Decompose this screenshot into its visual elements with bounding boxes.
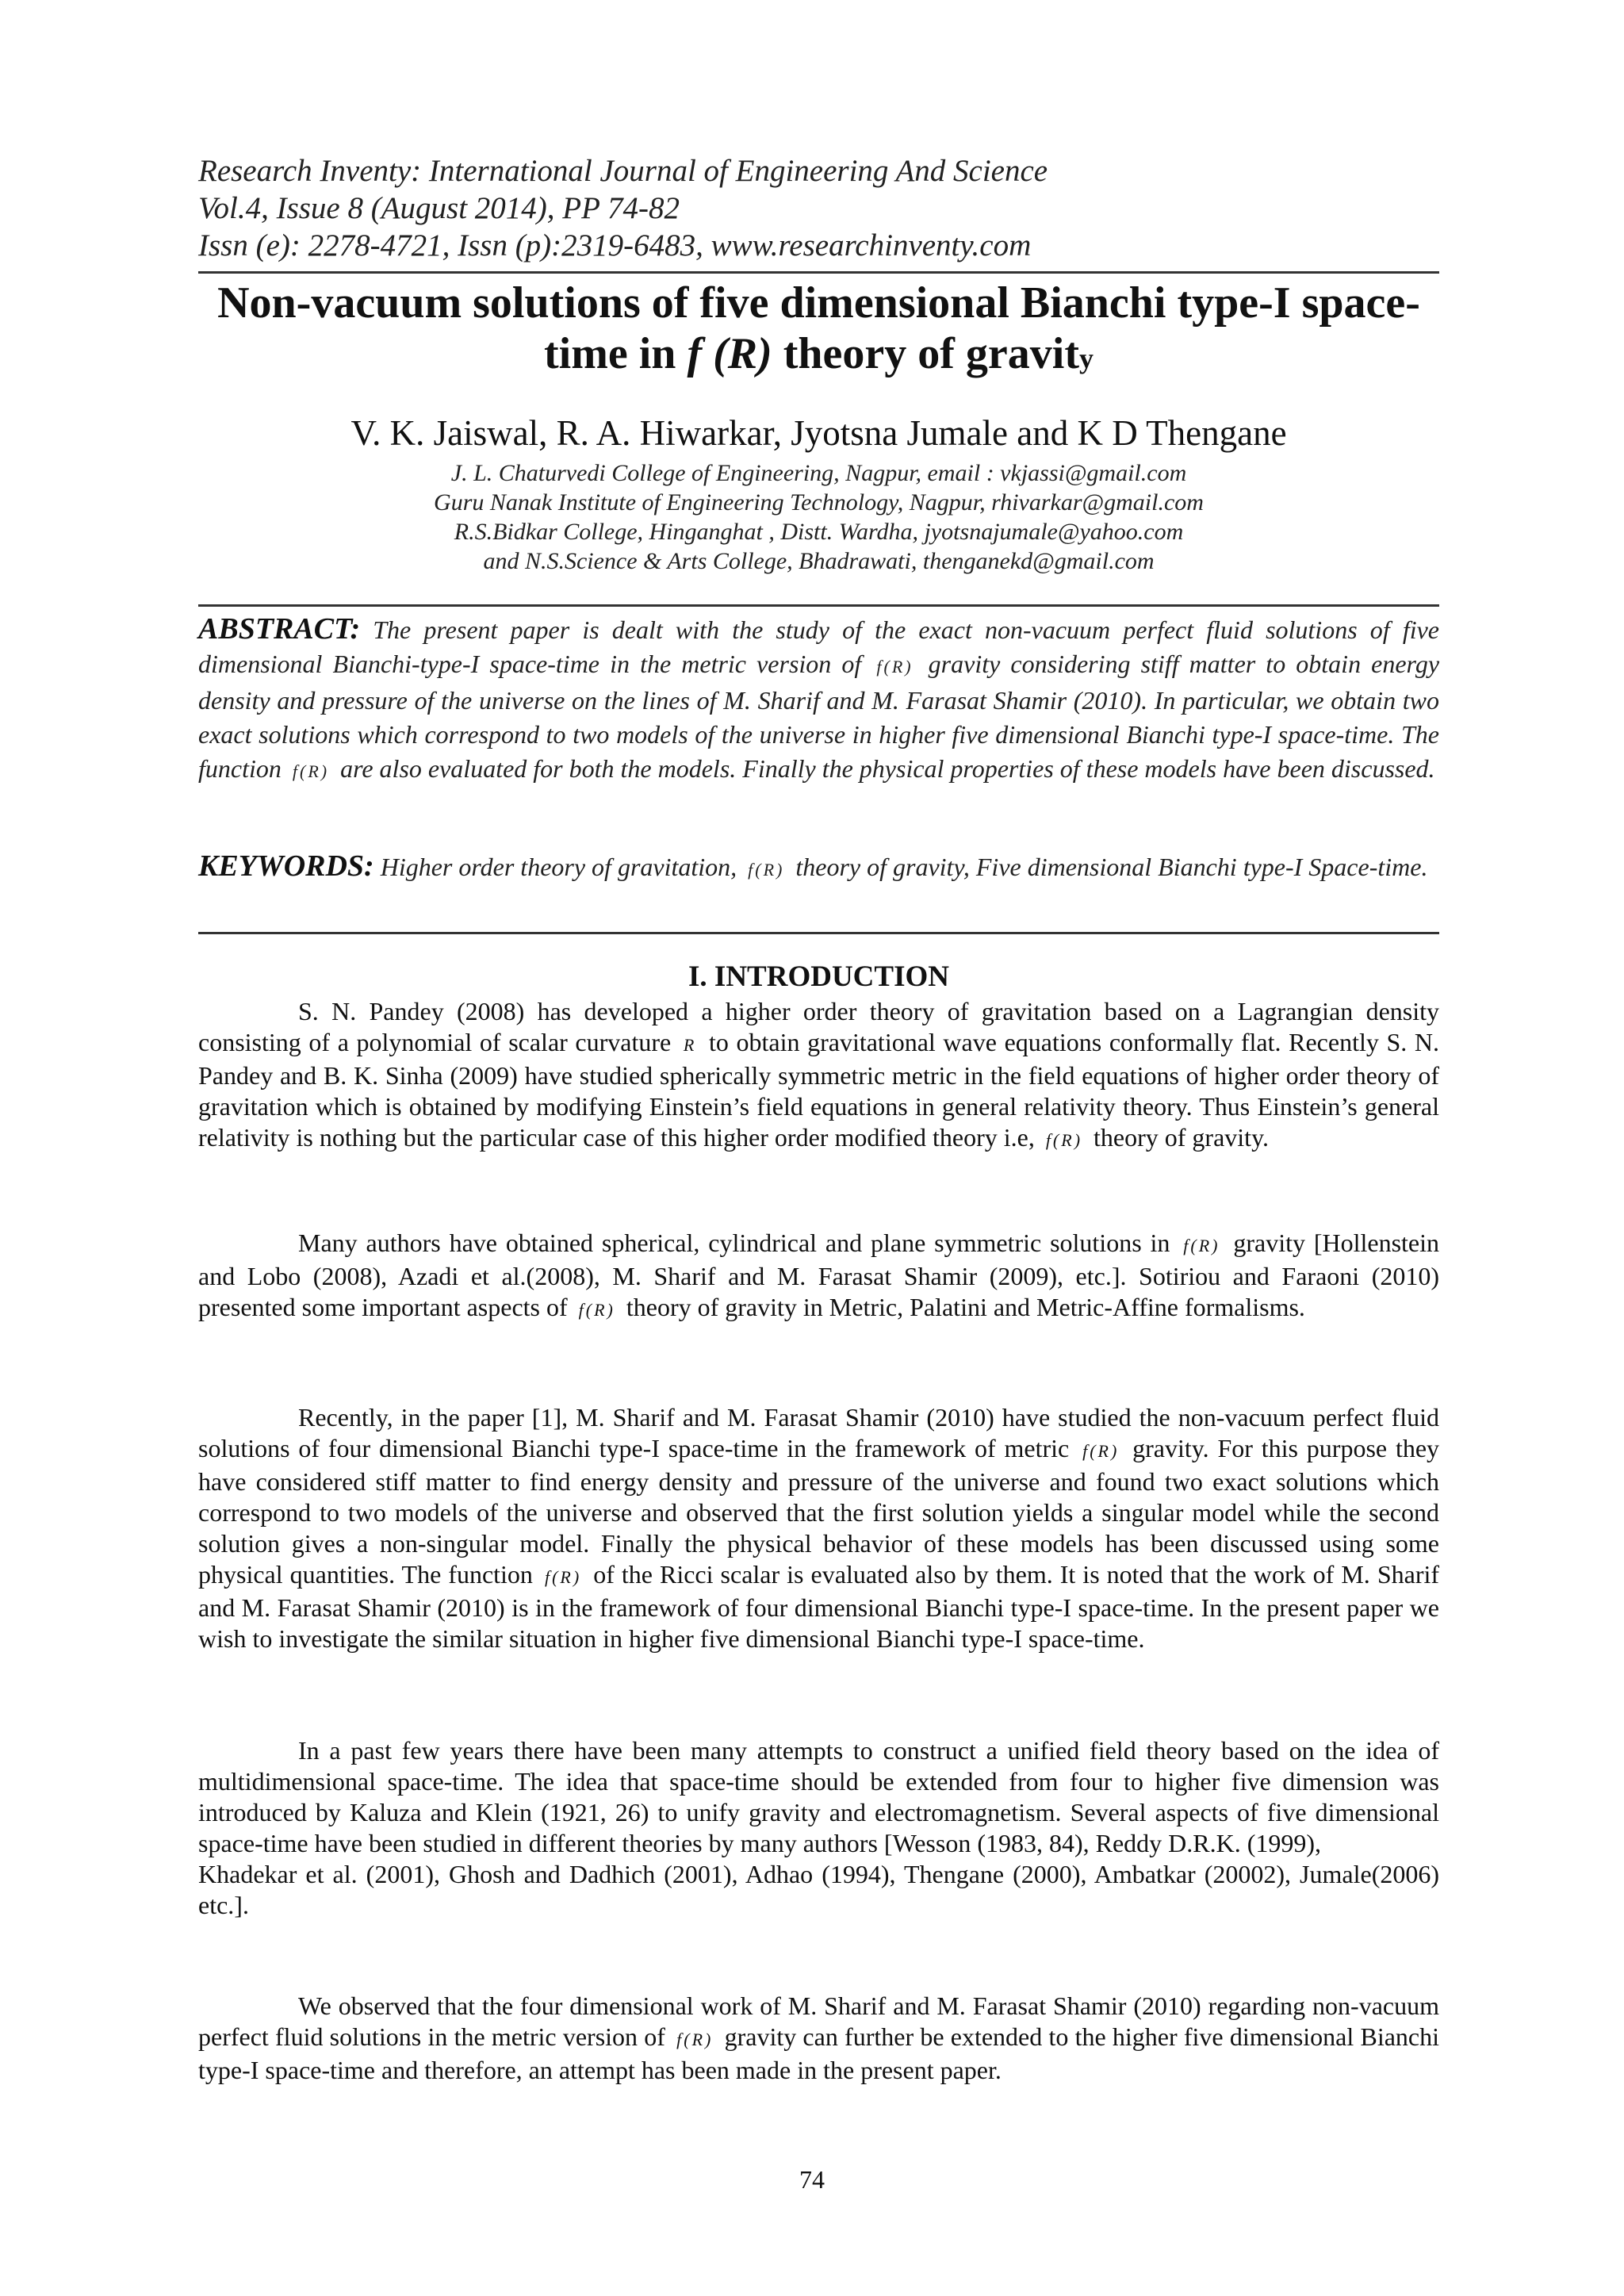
keywords-bottom-divider <box>198 932 1439 934</box>
abstract-top-divider <box>198 604 1439 607</box>
journal-issn: Issn (e): 2278-4721, Issn (p):2319-6483, www.researchinventy.com <box>198 228 1032 263</box>
intro-paragraph-1: S. N. Pandey (2008) has developed a higher order theory of gravitation based on a Lagrangian density consisting of a polynomial of scalar curvature R to obtain gravitational wave equations conformally flat. Recently S. N. Pandey and B. K. Sinha (2009) have studied spherically symmetric metric in the field equations of higher order theory of gravitation which is obtained by modifying Einstein’s field equations in general relativity theory. Thus Einstein’s general relativity is nothing but the particular case of this higher order modified theory i.e, f(R) theory of gravity. <box>198 997 1440 1152</box>
intro-paragraph-5: We observed that the four dimensional work of M. Sharif and M. Farasat Shamir (2010) regarding non-vacuum perfect fluid solutions in the metric version of f(R) gravity can further be extended to the higher five dimensional Bianchi type-I space-time and therefore, an attempt has been made in the present paper. <box>198 1991 1440 2084</box>
journal-name: Research Inventy: International Journal of Engineering And Science <box>198 154 1048 188</box>
header-divider <box>198 271 1439 274</box>
journal-volume: Vol.4, Issue 8 (August 2014), PP 74-82 <box>198 191 680 225</box>
page-number: 74 <box>799 2165 825 2194</box>
intro-paragraph-4-continued: Khadekar et al. (2001), Ghosh and Dadhich (2001), Adhao (1994), Thengane (2000), Ambatkar (20002), Jumale(2006) etc.]. <box>198 1860 1439 1919</box>
intro-paragraph-3: Recently, in the paper [1], M. Sharif and M. Farasat Shamir (2010) have studied the non-vacuum perfect fluid solutions of four dimensional Bianchi type-I space-time in the framework of metric f(R) gravity. For this purpose they have considered stiff matter to find energy density and pressure of the universe and found two exact solutions which correspond to two models of the universe and observed that the first solution yields a singular model while the second solution gives a non-singular model. Finally the physical behavior of these models has been discussed using some physical quantities. The function f(R) of the Ricci scalar is evaluated also by them. It is noted that the work of M. Sharif and M. Farasat Shamir (2010) is in the framework of four dimensional Bianchi type-I space-time. In the present paper we wish to investigate the similar situation in higher five dimensional Bianchi type-I space-time. <box>198 1403 1440 1653</box>
title-line-2: time in f (R) theory of gravity <box>544 329 1094 378</box>
affiliation-3: R.S.Bidkar College, Hinganghat , Distt. Wardha, jyotsnajumale@yahoo.com <box>454 519 1184 545</box>
paper-title <box>198 278 1439 384</box>
title-line-1: Non-vacuum solutions of five dimensional Bianchi type-I space- <box>217 278 1420 328</box>
affiliation-4: and N.S.Science & Arts College, Bhadrawati, thenganekd@gmail.com <box>483 548 1155 574</box>
intro-paragraph-2: Many authors have obtained spherical, cylindrical and plane symmetric solutions in f(R) gravity [Hollenstein and Lobo (2008), Azadi et al.(2008), M. Sharif and M. Farasat Shamir (2009), etc.]. Sotiriou and Faraoni (2010) presented some important aspects of f(R) theory of gravity in Metric, Palatini and Metric-Affine formalisms. <box>198 1228 1440 1321</box>
author-list: V. K. Jaiswal, R. A. Hiwarkar, Jyotsna Jumale and K D Thengane <box>350 413 1287 453</box>
affiliations <box>198 458 1439 576</box>
keywords: KEYWORDS: Higher order theory of gravitation, f(R) theory of gravity, Five dimensional Bianchi type-I Space-time. <box>198 849 1428 883</box>
abstract: ABSTRACT: The present paper is dealt with the study of the exact non-vacuum perfect fluid solutions of five dimensional Bianchi-type-I space-time in the metric version of f(R) gravity considering stiff matter to obtain energy density and pressure of the universe on the lines of M. Sharif and M. Farasat Shamir (2010). In particular, we obtain two exact solutions which correspond to two models of the universe in higher five dimensional Bianchi type-I space-time. The function f(R) are also evaluated for both the models. Finally the physical properties of these models have been discussed. <box>198 612 1440 783</box>
section-heading-introduction: I. INTRODUCTION <box>688 960 949 993</box>
keywords-label: KEYWORDS: <box>198 849 374 883</box>
affiliation-2: Guru Nanak Institute of Engineering Technology, Nagpur, rhivarkar@gmail.com <box>434 489 1204 516</box>
affiliation-1: J. L. Chaturvedi College of Engineering, Nagpur, email : vkjassi@gmail.com <box>450 460 1187 486</box>
title-fr-symbol: f (R) <box>687 329 772 378</box>
abstract-label: ABSTRACT: <box>198 612 361 646</box>
journal-header <box>198 152 1435 264</box>
intro-paragraph-4: In a past few years there have been many attempts to construct a unified field theory based on the idea of multidimensional space-time. The idea that space-time should be extended from four to higher five dimension was introduced by Kaluza and Klein (1921, 26) to unify gravity and electromagnetism. Several aspects of five dimensional space-time have been studied in different theories by many authors [Wesson (1983, 84), Reddy D.R.K. (1999), Khadekar et al. (2001), Ghosh and Dadhich (2001), Adhao (1994), Thengane (2000), Ambatkar (20002), Jumale(2006) etc.]. <box>198 1736 1439 1919</box>
